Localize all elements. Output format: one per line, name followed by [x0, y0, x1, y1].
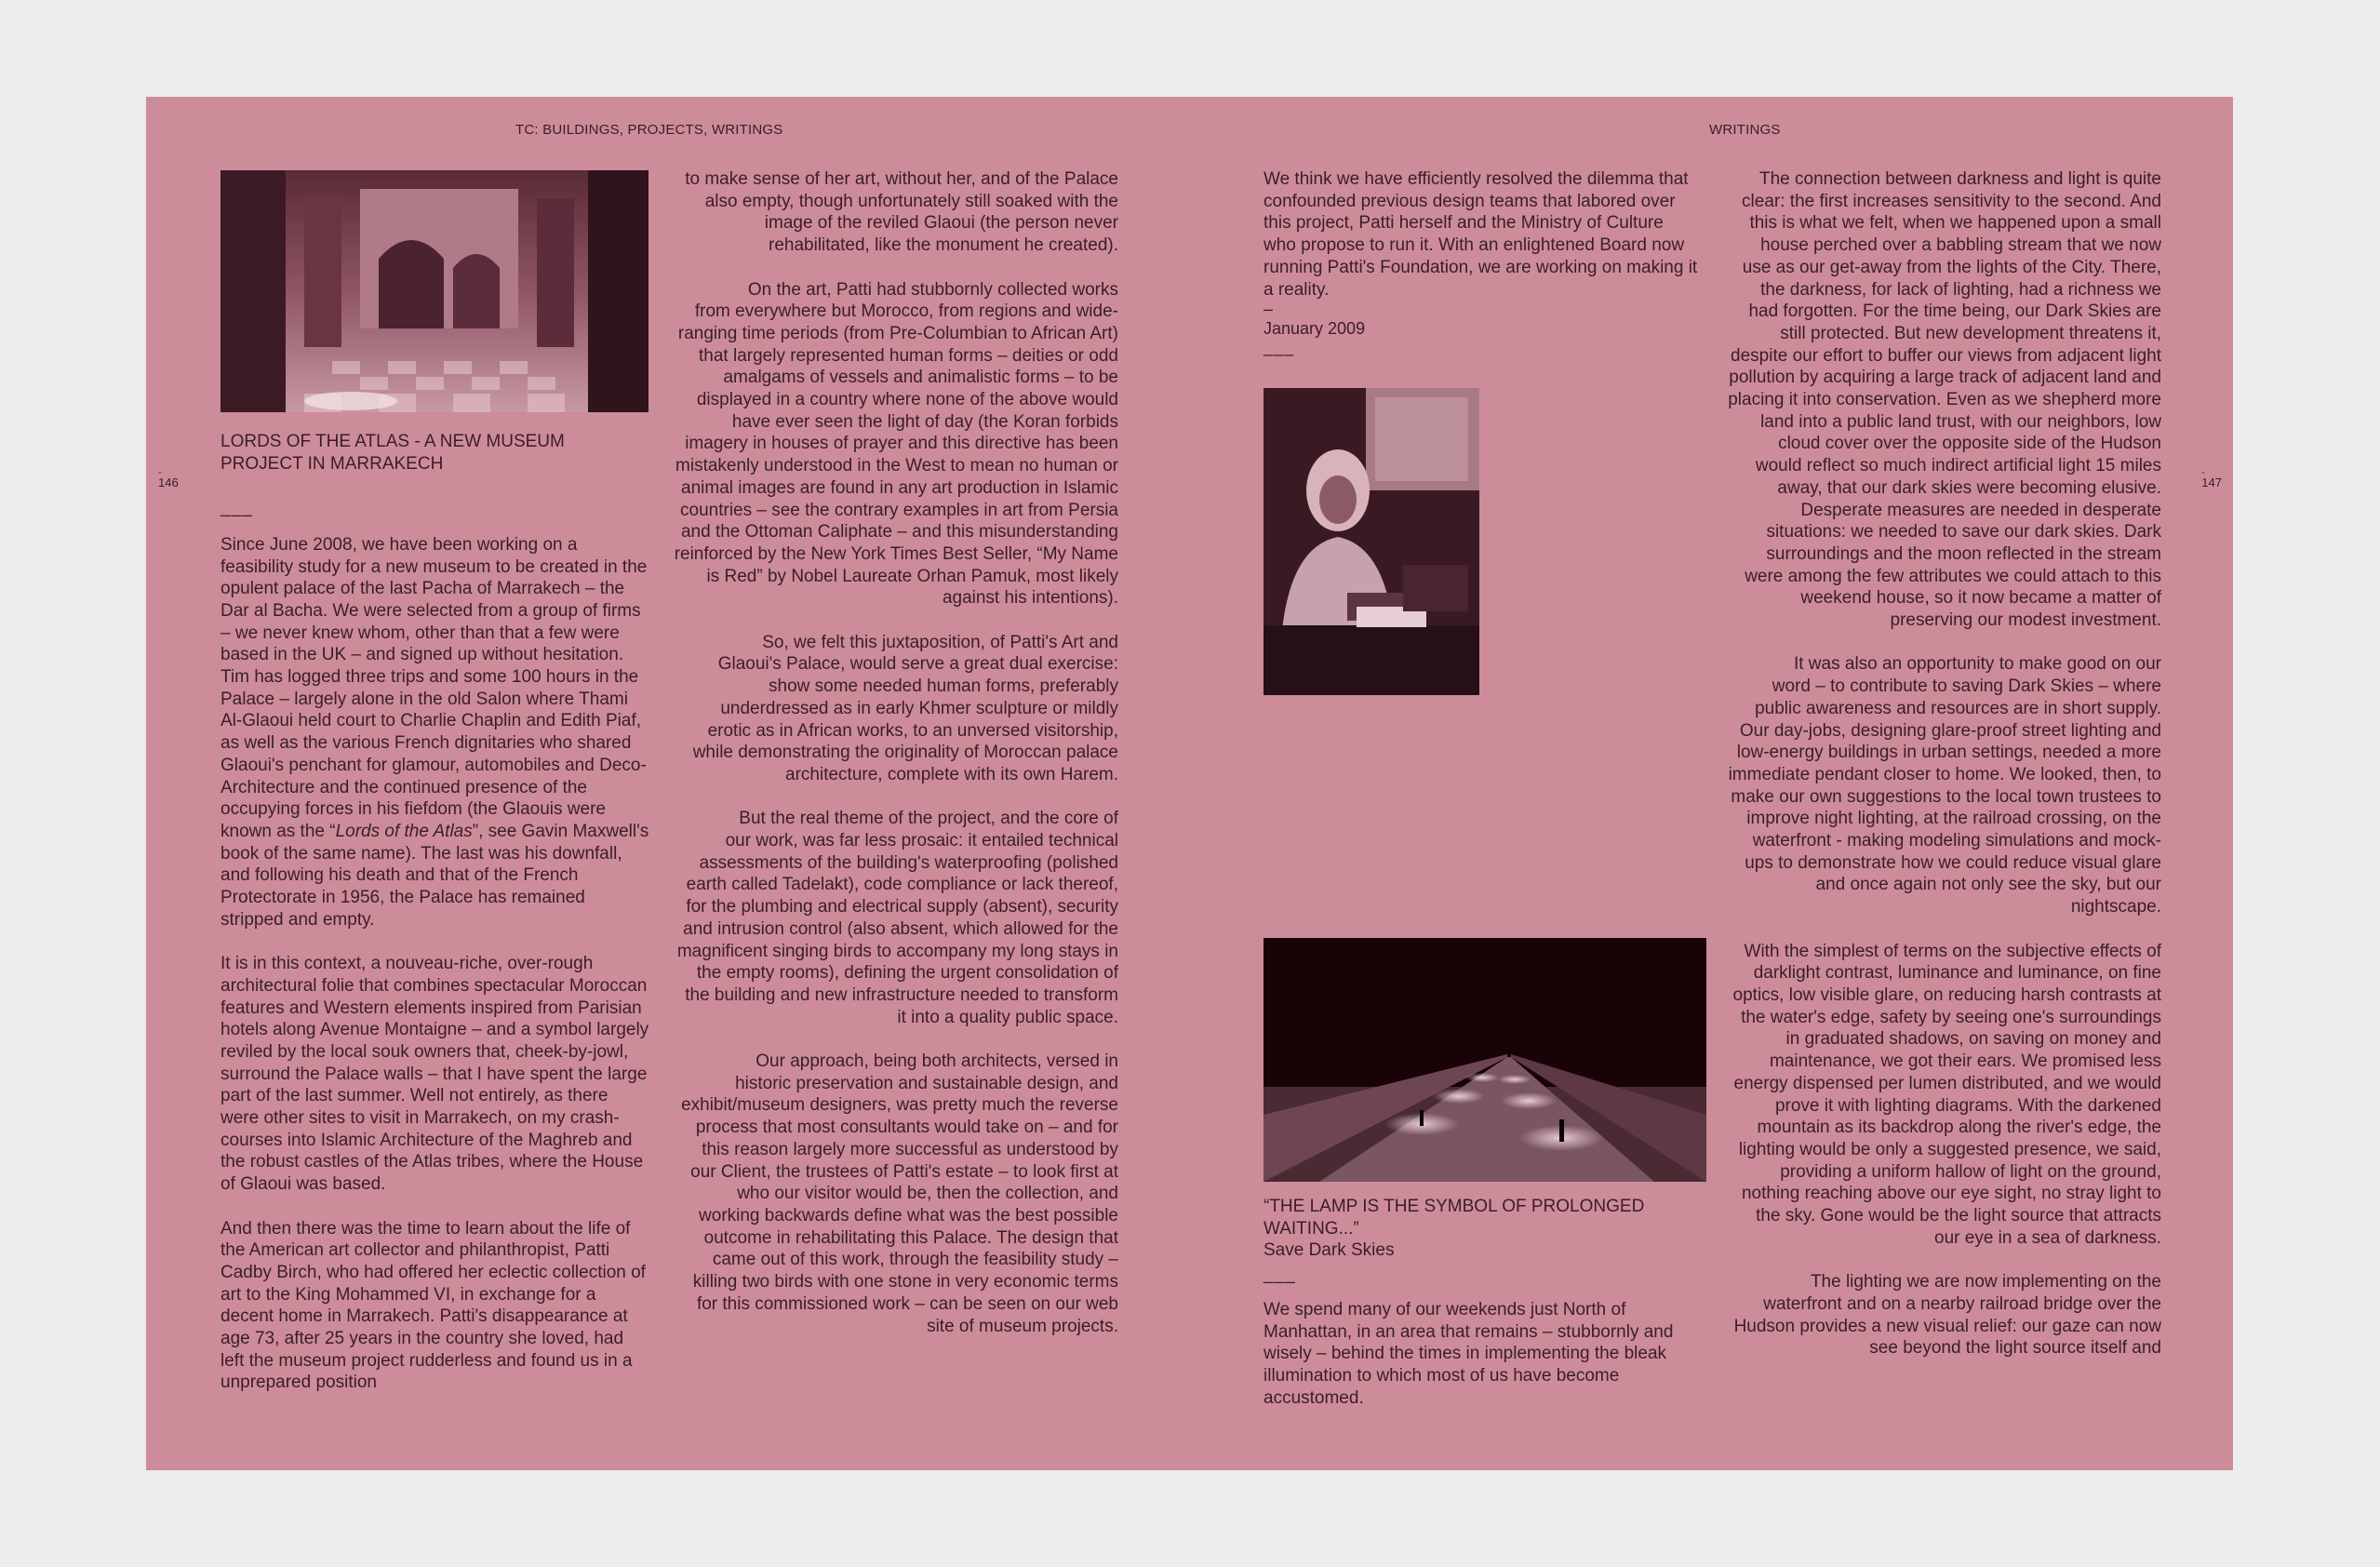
- column-2: [674, 168, 1118, 1359]
- paragraph: On the art, Patti had stubbornly collected works from everywhere but Morocco, from regions and wide-ranging time periods (from Pre-Columbian to African Art) that largely represented human forms – deities or odd amalgams of vessels and animalistic forms – to be displayed in a country where none of the above would have ever seen the light of day (the Koran forbids imagery in houses of prayer and this directive has been mistakenly understood in the West to mean no human or animal images are found in any art production in Islamic countries – see the contrary examples in art from Persia and the Ottoman Caliphate – and this misunderstanding reinforced by the New York Times Best Seller, “My Name is Red” by Nobel Laureate Orhan Pamuk, most likely against his intentions).: [674, 279, 1118, 609]
- page-number-right: - 147: [2201, 475, 2222, 489]
- paragraph: Since June 2008, we have been working on a feasibility study for a new museum to be created in the opulent palace of the last Pacha of Marrakech – the Dar al Bacha. We were selected from a group of firms – we never knew whom, other than that a few were based in the UK – and signed up without hesitation. Tim has logged three trips and some 100 hours in the Palace – largely alone in the old Salon where Thami Al-Glaoui held court to Charlie Chaplin and Edith Piaf, as well as the various French dignitaries who shared Glaoui's penchant for glamour, automobiles and Deco-Architecture and the continued presence of the occupying forces in his fiefdom (the Glaouis were known as the “Lords of the Atlas”, see Gavin Maxwell's book of the same name). The last was his downfall, and following his death and that of the French Protectorate in 1956, the Palace has remained stripped and empty.: [221, 534, 649, 930]
- paragraph: And then there was the time to learn about the life of the American art collector and philanthropist, Patti Cadby Birch, who had offered her eclectic collection of art to the King Mohammed VI, in exchange for a decent home in Marrakech. Patti's disappearance at age 73, after 25 years in the country she loved, had left the museum project rudderless and found us in a unprepared position: [221, 1218, 646, 1393]
- portrait-bust-photo: [1264, 388, 1479, 695]
- paragraph: It is in this context, a nouveau-riche, over-rough architectural folie that combines spectacular Moroccan features and Western elements inspired from Parisian hotels along Avenue Montaigne – and a symbol largely reviled by the local souk owners that, cheek-by-jowl, surround the Palace walls – that I have spent the large part of the last summer. Well not entirely, as there were other sites to visit in Marrakech, on my crash-courses into Islamic Architecture of the Maghreb and the robust castles of the Atlas tribes, where the House of Glaoui was based.: [221, 954, 649, 1195]
- paragraph: So, we felt this juxtaposition, of Patti's Art and Glaoui's Palace, would serve a great dual exercise: show some needed human forms, preferably underdressed as in early Khmer sculpture or mildly erotic as in African works, to an unversed visitorship, while demonstrating the originality of Moroccan palace architecture, complete with its own Harem.: [692, 632, 1118, 784]
- column-1: [221, 431, 650, 1416]
- article-title: LORDS OF THE ATLAS - A NEW MUSEUM PROJECT IN MARRAKECH: [221, 432, 565, 474]
- lit-walkway-photo: [1264, 938, 1706, 1182]
- column-4: [1728, 168, 2161, 1382]
- page-number-left: - 146: [158, 475, 179, 489]
- section-subtitle: Save Dark Skies: [1264, 1240, 1395, 1261]
- running-head-right: WRITINGS: [1709, 122, 1781, 138]
- paragraph: We spend many of our weekends just North of Manhattan, in an area that remains – stubbornly and wisely – behind the times in implementing the bleak illumination to which most of us have become accustomed.: [1264, 1299, 1674, 1408]
- palace-interior-photo: [221, 170, 648, 412]
- magazine-spread: [146, 97, 2233, 1470]
- paragraph: We think we have efficiently resolved the dilemma that confounded previous design teams that labored over this project, Patti herself and the Ministry of Culture who propose to run it. With an enlightened Board now running Patti's Foundation, we are working on making it a reality.: [1264, 169, 1698, 300]
- section-rule: ___: [1264, 1265, 1296, 1285]
- article-date: January 2009: [1264, 319, 1366, 338]
- column-3-top: [1264, 168, 1699, 306]
- column-3-bottom: [1264, 1196, 1706, 1409]
- paragraph: Our approach, being both architects, versed in historic preservation and sustainable design, and exhibit/museum designers, was pretty much the reverse process that most consultants would take on – and for this reason largely more successful as understood by our Client, the trustees of Patti's estate – to look first at who our visitor would be, then the collection, and working backwards define what was the best possible outcome in rehabilitating this Palace. The design that came out of this work, through the feasibility study – killing two birds with one stone in very economic terms for this commissioned work – can be seen on our web site of museum projects.: [681, 1051, 1118, 1336]
- paragraph: The connection between darkness and light is quite clear: the first increases sensitivity to the second. And this is what we felt, when we happened upon a small house perched over a babbling stream that we now use as our get-away from the lights of the City. There, the darkness, for lack of lighting, had a richness we had forgotten. For the time being, our Dark Skies are still protected. But new development threatens it, despite our effort to buffer our views from adjacent light pollution by acquiring a large track of adjacent land and placing it into conservation. Even as we shepherd more land into a public land trust, with our neighbors, low cloud cover over the opposite side of the Hudson would reflect so much indirect artificial light 15 miles away, that our dark skies were becoming elusive. Desperate measures are needed in desperate situations: we needed to save our dark skies. Dark surroundings and the moon reflected in the stream were among the few attributes we could attach to this weekend house, so it now became a matter of preserving our modest investment.: [1728, 169, 2161, 631]
- title-rule: ___: [221, 498, 253, 518]
- paragraph: But the real theme of the project, and the core of our work, was far less prosaic: it entailed technical assessments of the building's waterproofing (polished earth called Tadelakt), code compliance or lack thereof, for the plumbing and electrical supply (absent), security and intrusion control (also absent, which allowed for the magnificent singing birds to accompany my long stays in the empty rooms), defining the urgent consolidation of the building and new infrastructure needed to transform it into a quality public space.: [676, 809, 1118, 1027]
- book-title: Lords of the Atlas: [335, 821, 473, 841]
- date-rule: ___: [1264, 338, 1295, 356]
- paragraph: With the simplest of terms on the subjective effects of darklight contrast, luminance and luminance, on fine optics, low visible glare, on reducing harsh contrasts at the water's edge, safety by seeing one's surroundings in graduated shadows, on saving on money and maintenance, we got their ears. We promised less energy dispensed per lumen distributed, and we would prove it with lighting diagrams. With the darkened mountain as its backdrop along the river's edge, the lighting would be only a suggested presence, we said, providing a uniform hallow of light on the ground, nothing reaching above our eye sight, no stray light to the sky. Gone would be the light source that attracts our eye in a sea of darkness.: [1732, 941, 2161, 1248]
- paragraph: It was also an opportunity to make good on our word – to contribute to saving Dark Skies – where public awareness and resources are in short supply. Our day-jobs, designing glare-proof street lighting and low-energy buildings in urban settings, needed a more immediate pendant closer to home. We looked, then, to make our own suggestions to the local town trustees to improve night lighting, at the railroad crossing, on the waterfront - making modeling simulations and mock-ups to demonstrate how we could reduce visual glare and once again not only see the sky, but our nightscape.: [1728, 654, 2161, 917]
- running-head-left: TC: BUILDINGS, PROJECTS, WRITINGS: [515, 122, 783, 138]
- date-dash: –: [1264, 300, 1274, 318]
- paragraph: to make sense of her art, without her, and of the Palace also empty, though unfortunately still soaked with the image of the reviled Glaoui (the person never rehabilitated, like the monument he created).: [685, 169, 1118, 256]
- section-title: “THE LAMP IS THE SYMBOL OF PROLONGED WAITING...”: [1264, 1197, 1645, 1239]
- paragraph: The lighting we are now implementing on the waterfront and on a nearby railroad bridge over the Hudson provides a new visual relief: our gaze can now see beyond the light source itself and: [1733, 1272, 2161, 1359]
